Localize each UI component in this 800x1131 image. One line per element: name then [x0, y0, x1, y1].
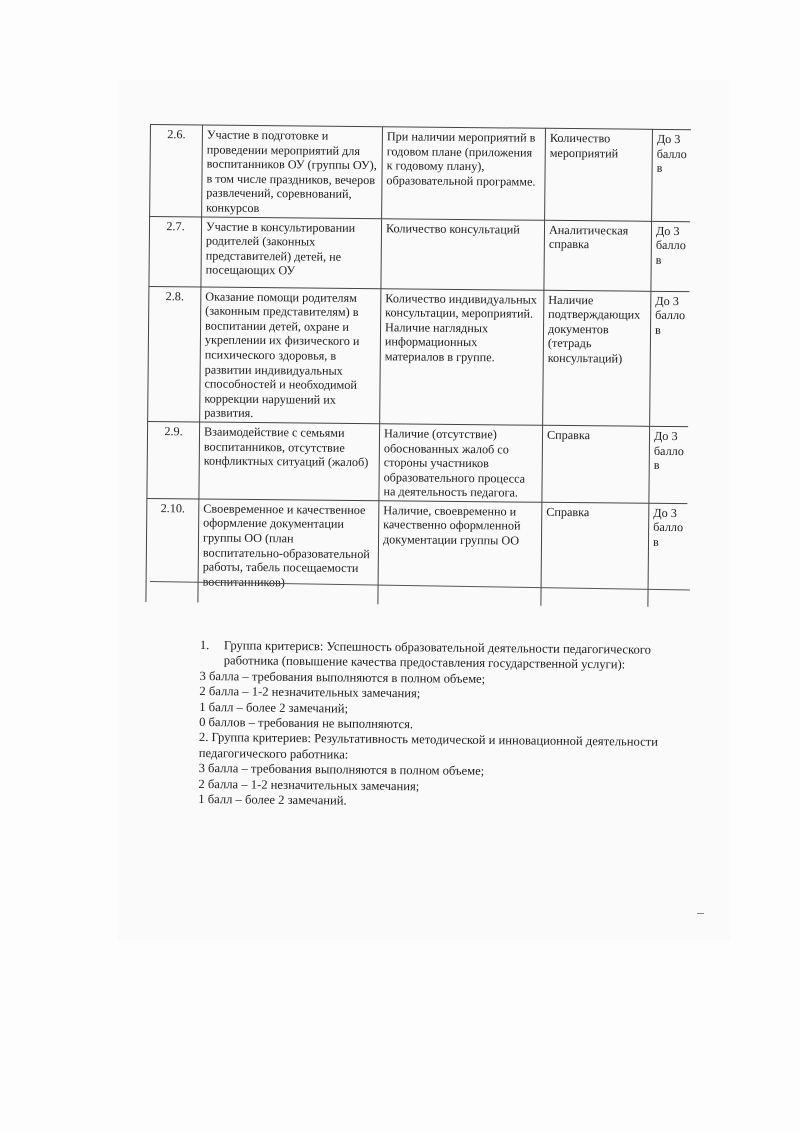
points-cell: До 3 балло в: [649, 426, 688, 503]
row-number: 2.9.: [147, 421, 200, 498]
criterion-cell: Оказание помощи родителям (законным представителям) в воспитании детей, охране и укреплении их физического и психического здоровья, в развитии индивидуальных способностей и необходимой коррекции нарушений их развития.: [200, 287, 381, 424]
note-group-1-number: 1.: [199, 638, 210, 653]
table-row: [149, 216, 690, 291]
criterion-cell: Участие в подготовке и проведении мероприятий для воспитанников ОУ (группы ОУ), в том числе праздников, вечеров развлечений, соревнований, конкурсов: [202, 125, 383, 218]
note-line: 3 балла – требования выполняются в полном объеме;: [199, 668, 486, 686]
document-cell: Справка: [542, 425, 650, 503]
note-group-1-title: [200, 638, 670, 674]
points-cell: До 3 балло в: [651, 221, 690, 291]
note-line: 1 балл – более 2 замечаний.: [198, 792, 347, 808]
row-number: 2.10.: [146, 498, 199, 602]
criterion-cell: Участие в консультировании родителей (законных представителей) детей, не посещающих ОУ: [201, 217, 382, 289]
indicator-cell: При наличии мероприятий в годовом плане (приложения к годовому плану), образовательной программе.: [382, 127, 546, 220]
row-number: 2.7.: [149, 216, 202, 286]
note-line: 1 балл – более 2 замечаний;: [199, 699, 349, 716]
note-line: 0 баллов – требования не выполняются.: [199, 715, 414, 732]
table-row: [148, 286, 689, 427]
indicator-cell: Наличие, своевременно и качественно оформленной документации группы ОО: [378, 501, 542, 607]
criteria-table: [145, 124, 690, 608]
indicator-cell: Количество консультаций: [381, 218, 545, 290]
scan-speck: [697, 913, 704, 914]
table-row: [146, 498, 687, 607]
note-line: 2 балла – 1-2 незначительных замечания;: [199, 684, 421, 701]
note-line: 2 балла – 1-2 незначительных замечания;: [198, 776, 420, 793]
points-cell: До 3 балло в: [652, 129, 691, 221]
criterion-cell: Своевременное и качественное оформление документации группы ОО (план воспитательно-образовательной работы, табель посещаемости воспитанников): [198, 499, 379, 605]
document-cell: Справка: [541, 502, 649, 607]
document-cell: Количество мероприятий: [545, 128, 653, 221]
note-group-1-text: Группа критерисв: Успешность образовательной деятельности педагогического работника (повышение качества предоставления государственной услуги):: [223, 638, 652, 672]
document-cell: Аналитическая справка: [544, 220, 652, 291]
criterion-cell: Взаимодействие с семьями воспитанников, отсутствие конфликтных ситуаций (жалоб): [199, 422, 380, 501]
note-group-2-title: 2. Группа критериев: Результативность методической и инновационной деятельности педагогического работника:: [198, 730, 659, 762]
criteria-notes: [198, 638, 670, 812]
document-cell: Наличие подтверждающих документов (тетрадь консультаций): [543, 290, 651, 426]
table-row: [147, 421, 688, 503]
row-number: 2.6.: [150, 125, 203, 217]
indicator-cell: Наличие (отсутствие) обоснованных жалоб со стороны участников образовательного процесса на деятельность педагога.: [379, 424, 543, 503]
table-row: [150, 125, 691, 222]
row-number: 2.8.: [148, 286, 201, 422]
points-cell: До 3 балло в: [650, 291, 689, 427]
points-cell: До 3 балло в: [648, 503, 687, 607]
note-line: 3 балла – требования выполняются в полном объеме;: [198, 761, 485, 779]
indicator-cell: Количество индивидуальных консультации, мероприятий. Наличие наглядных информационных материалов в группе.: [380, 288, 544, 425]
